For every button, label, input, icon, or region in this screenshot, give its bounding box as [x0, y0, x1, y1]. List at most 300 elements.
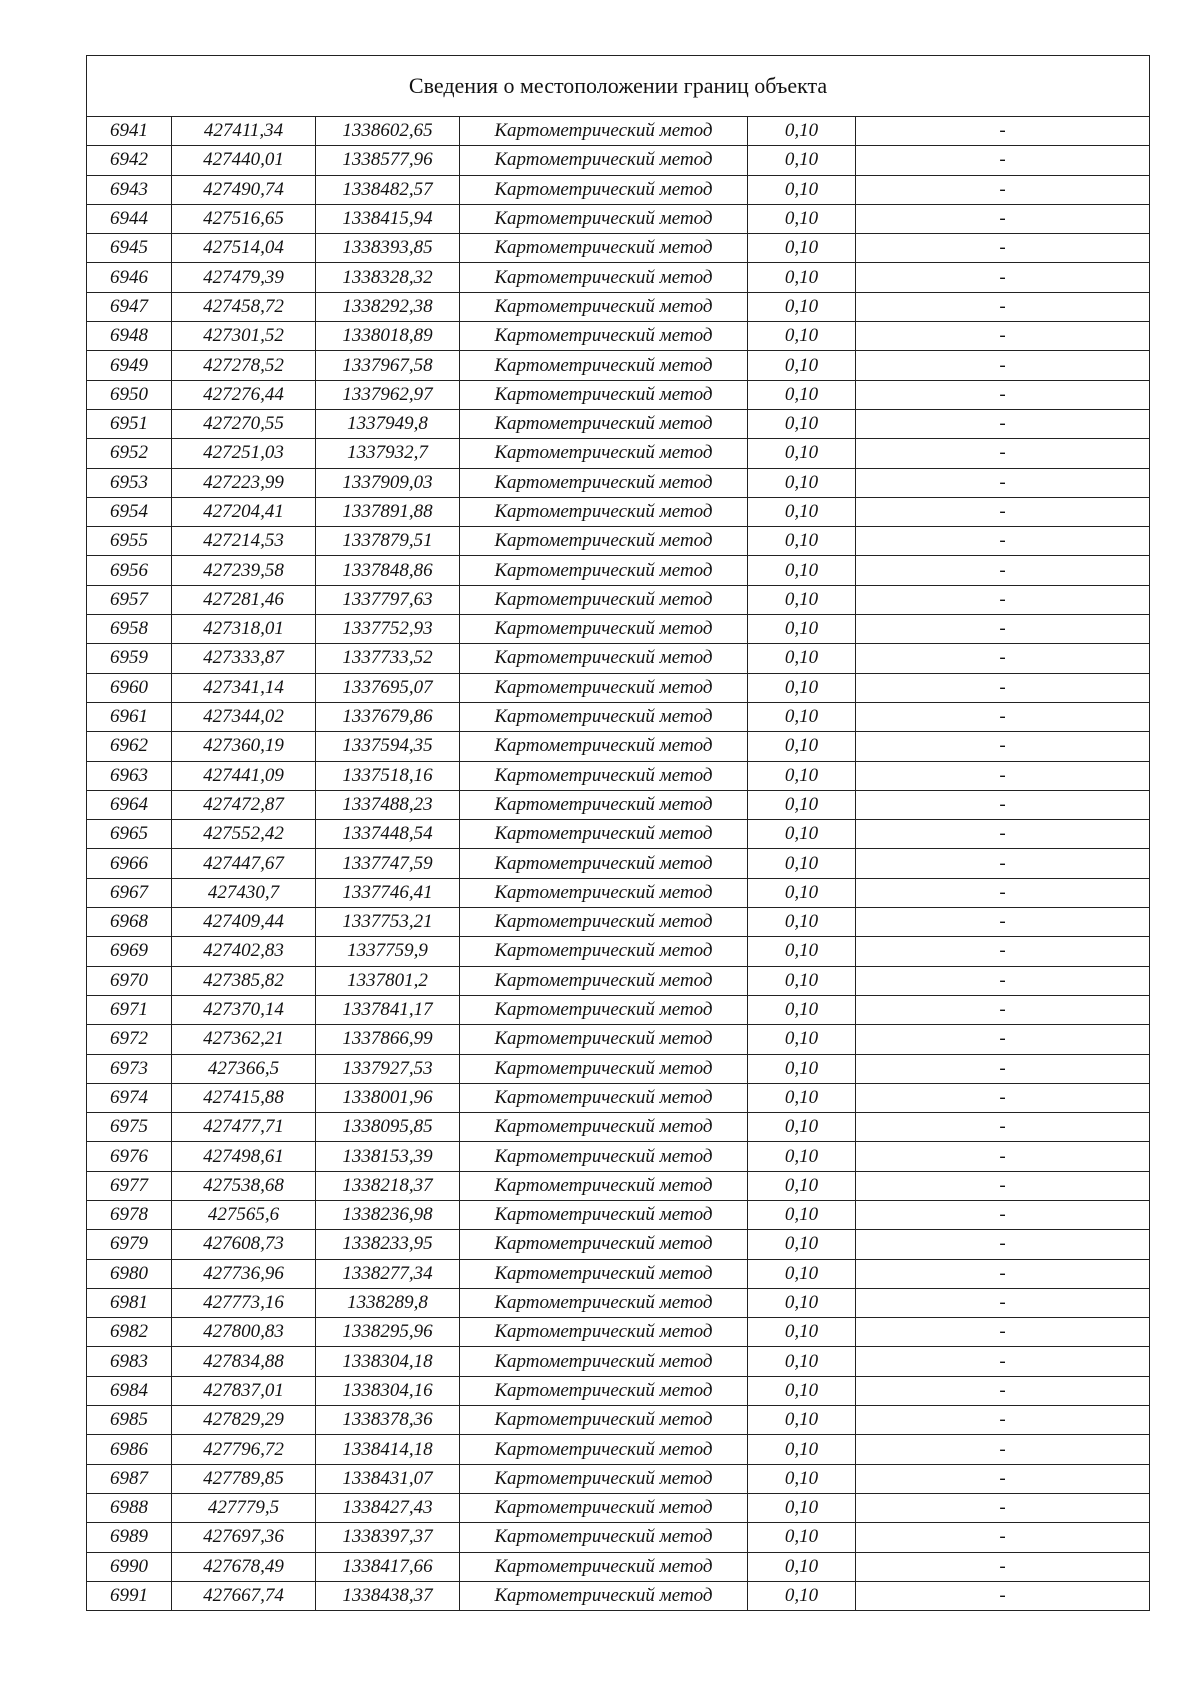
y-coordinate-cell: 1338417,66	[316, 1552, 460, 1581]
point-number-cell: 6946	[87, 263, 172, 292]
x-coordinate-cell: 427538,68	[172, 1171, 316, 1200]
x-coordinate-cell: 427458,72	[172, 292, 316, 321]
method-cell: Картометрический метод	[460, 820, 748, 849]
y-coordinate-cell: 1337747,59	[316, 849, 460, 878]
table-row	[87, 527, 1150, 556]
table-row	[87, 117, 1150, 146]
y-coordinate-cell: 1337752,93	[316, 615, 460, 644]
point-number-cell: 6986	[87, 1435, 172, 1464]
accuracy-cell: 0,10	[748, 644, 856, 673]
y-coordinate-cell: 1338292,38	[316, 292, 460, 321]
method-cell: Картометрический метод	[460, 761, 748, 790]
table-row	[87, 1230, 1150, 1259]
x-coordinate-cell: 427344,02	[172, 702, 316, 731]
point-number-cell: 6952	[87, 439, 172, 468]
y-coordinate-cell: 1338414,18	[316, 1435, 460, 1464]
method-cell: Картометрический метод	[460, 322, 748, 351]
method-cell: Картометрический метод	[460, 702, 748, 731]
y-coordinate-cell: 1338295,96	[316, 1318, 460, 1347]
method-cell: Картометрический метод	[460, 673, 748, 702]
accuracy-cell: 0,10	[748, 937, 856, 966]
accuracy-cell: 0,10	[748, 1230, 856, 1259]
note-cell: -	[856, 878, 1150, 907]
point-number-cell: 6961	[87, 702, 172, 731]
method-cell: Картометрический метод	[460, 527, 748, 556]
table-row	[87, 439, 1150, 468]
table-row	[87, 1435, 1150, 1464]
point-number-cell: 6955	[87, 527, 172, 556]
x-coordinate-cell: 427498,61	[172, 1142, 316, 1171]
x-coordinate-cell: 427773,16	[172, 1288, 316, 1317]
point-number-cell: 6966	[87, 849, 172, 878]
accuracy-cell: 0,10	[748, 1288, 856, 1317]
table-row	[87, 937, 1150, 966]
table-row	[87, 497, 1150, 526]
table-row	[87, 790, 1150, 819]
accuracy-cell: 0,10	[748, 527, 856, 556]
point-number-cell: 6951	[87, 409, 172, 438]
table-row	[87, 644, 1150, 673]
y-coordinate-cell: 1338304,16	[316, 1376, 460, 1405]
method-cell: Картометрический метод	[460, 1523, 748, 1552]
y-coordinate-cell: 1337679,86	[316, 702, 460, 731]
x-coordinate-cell: 427333,87	[172, 644, 316, 673]
accuracy-cell: 0,10	[748, 1318, 856, 1347]
y-coordinate-cell: 1337801,2	[316, 966, 460, 995]
accuracy-cell: 0,10	[748, 908, 856, 937]
note-cell: -	[856, 1376, 1150, 1405]
y-coordinate-cell: 1337967,58	[316, 351, 460, 380]
method-cell: Картометрический метод	[460, 292, 748, 321]
table-row	[87, 1054, 1150, 1083]
x-coordinate-cell: 427411,34	[172, 117, 316, 146]
accuracy-cell: 0,10	[748, 1581, 856, 1610]
y-coordinate-cell: 1337594,35	[316, 732, 460, 761]
note-cell: -	[856, 1318, 1150, 1347]
method-cell: Картометрический метод	[460, 1171, 748, 1200]
x-coordinate-cell: 427829,29	[172, 1406, 316, 1435]
accuracy-cell: 0,10	[748, 1523, 856, 1552]
point-number-cell: 6945	[87, 234, 172, 263]
note-cell: -	[856, 966, 1150, 995]
y-coordinate-cell: 1338393,85	[316, 234, 460, 263]
note-cell: -	[856, 1347, 1150, 1376]
table-row	[87, 1171, 1150, 1200]
note-cell: -	[856, 995, 1150, 1024]
accuracy-cell: 0,10	[748, 292, 856, 321]
table-row	[87, 263, 1150, 292]
table-row	[87, 380, 1150, 409]
table-row	[87, 292, 1150, 321]
point-number-cell: 6987	[87, 1464, 172, 1493]
point-number-cell: 6968	[87, 908, 172, 937]
method-cell: Картометрический метод	[460, 1025, 748, 1054]
point-number-cell: 6980	[87, 1259, 172, 1288]
method-cell: Картометрический метод	[460, 1113, 748, 1142]
note-cell: -	[856, 439, 1150, 468]
point-number-cell: 6960	[87, 673, 172, 702]
note-cell: -	[856, 1552, 1150, 1581]
note-cell: -	[856, 263, 1150, 292]
note-cell: -	[856, 1230, 1150, 1259]
method-cell: Картометрический метод	[460, 1464, 748, 1493]
note-cell: -	[856, 1259, 1150, 1288]
accuracy-cell: 0,10	[748, 673, 856, 702]
y-coordinate-cell: 1338602,65	[316, 117, 460, 146]
accuracy-cell: 0,10	[748, 820, 856, 849]
x-coordinate-cell: 427360,19	[172, 732, 316, 761]
method-cell: Картометрический метод	[460, 878, 748, 907]
y-coordinate-cell: 1338397,37	[316, 1523, 460, 1552]
y-coordinate-cell: 1338304,18	[316, 1347, 460, 1376]
note-cell: -	[856, 1493, 1150, 1522]
accuracy-cell: 0,10	[748, 615, 856, 644]
x-coordinate-cell: 427204,41	[172, 497, 316, 526]
point-number-cell: 6989	[87, 1523, 172, 1552]
x-coordinate-cell: 427678,49	[172, 1552, 316, 1581]
point-number-cell: 6958	[87, 615, 172, 644]
accuracy-cell: 0,10	[748, 1142, 856, 1171]
method-cell: Картометрический метод	[460, 937, 748, 966]
point-number-cell: 6974	[87, 1083, 172, 1112]
method-cell: Картометрический метод	[460, 1142, 748, 1171]
table-title: Сведения о местоположении границ объекта	[87, 56, 1150, 117]
note-cell: -	[856, 1113, 1150, 1142]
table-row	[87, 1581, 1150, 1610]
point-number-cell: 6947	[87, 292, 172, 321]
y-coordinate-cell: 1337949,8	[316, 409, 460, 438]
table-row	[87, 1406, 1150, 1435]
method-cell: Картометрический метод	[460, 146, 748, 175]
table-row	[87, 585, 1150, 614]
table-row	[87, 1200, 1150, 1229]
y-coordinate-cell: 1337927,53	[316, 1054, 460, 1083]
table-body	[87, 117, 1150, 1611]
point-number-cell: 6949	[87, 351, 172, 380]
x-coordinate-cell: 427281,46	[172, 585, 316, 614]
table-row	[87, 234, 1150, 263]
y-coordinate-cell: 1337866,99	[316, 1025, 460, 1054]
y-coordinate-cell: 1338153,39	[316, 1142, 460, 1171]
accuracy-cell: 0,10	[748, 234, 856, 263]
point-number-cell: 6963	[87, 761, 172, 790]
x-coordinate-cell: 427278,52	[172, 351, 316, 380]
method-cell: Картометрический метод	[460, 1230, 748, 1259]
x-coordinate-cell: 427430,7	[172, 878, 316, 907]
x-coordinate-cell: 427385,82	[172, 966, 316, 995]
y-coordinate-cell: 1338236,98	[316, 1200, 460, 1229]
note-cell: -	[856, 1435, 1150, 1464]
method-cell: Картометрический метод	[460, 1581, 748, 1610]
y-coordinate-cell: 1337962,97	[316, 380, 460, 409]
y-coordinate-cell: 1338233,95	[316, 1230, 460, 1259]
method-cell: Картометрический метод	[460, 409, 748, 438]
point-number-cell: 6985	[87, 1406, 172, 1435]
table-row	[87, 1288, 1150, 1317]
y-coordinate-cell: 1338577,96	[316, 146, 460, 175]
method-cell: Картометрический метод	[460, 468, 748, 497]
table-row	[87, 409, 1150, 438]
y-coordinate-cell: 1337759,9	[316, 937, 460, 966]
y-coordinate-cell: 1337841,17	[316, 995, 460, 1024]
x-coordinate-cell: 427318,01	[172, 615, 316, 644]
document-page	[86, 55, 1149, 1611]
point-number-cell: 6969	[87, 937, 172, 966]
note-cell: -	[856, 644, 1150, 673]
point-number-cell: 6956	[87, 556, 172, 585]
y-coordinate-cell: 1338378,36	[316, 1406, 460, 1435]
table-row	[87, 995, 1150, 1024]
y-coordinate-cell: 1337797,63	[316, 585, 460, 614]
table-row	[87, 673, 1150, 702]
y-coordinate-cell: 1338427,43	[316, 1493, 460, 1522]
x-coordinate-cell: 427800,83	[172, 1318, 316, 1347]
x-coordinate-cell: 427239,58	[172, 556, 316, 585]
note-cell: -	[856, 1200, 1150, 1229]
accuracy-cell: 0,10	[748, 1025, 856, 1054]
x-coordinate-cell: 427667,74	[172, 1581, 316, 1610]
accuracy-cell: 0,10	[748, 732, 856, 761]
note-cell: -	[856, 175, 1150, 204]
accuracy-cell: 0,10	[748, 439, 856, 468]
table-row	[87, 1113, 1150, 1142]
accuracy-cell: 0,10	[748, 1259, 856, 1288]
accuracy-cell: 0,10	[748, 1054, 856, 1083]
table-row	[87, 1523, 1150, 1552]
table-row	[87, 1142, 1150, 1171]
x-coordinate-cell: 427402,83	[172, 937, 316, 966]
point-number-cell: 6971	[87, 995, 172, 1024]
table-row	[87, 1464, 1150, 1493]
point-number-cell: 6967	[87, 878, 172, 907]
point-number-cell: 6950	[87, 380, 172, 409]
table-row	[87, 351, 1150, 380]
x-coordinate-cell: 427447,67	[172, 849, 316, 878]
accuracy-cell: 0,10	[748, 849, 856, 878]
note-cell: -	[856, 673, 1150, 702]
accuracy-cell: 0,10	[748, 175, 856, 204]
accuracy-cell: 0,10	[748, 1435, 856, 1464]
x-coordinate-cell: 427370,14	[172, 995, 316, 1024]
x-coordinate-cell: 427301,52	[172, 322, 316, 351]
note-cell: -	[856, 1083, 1150, 1112]
note-cell: -	[856, 204, 1150, 233]
note-cell: -	[856, 292, 1150, 321]
x-coordinate-cell: 427270,55	[172, 409, 316, 438]
note-cell: -	[856, 1171, 1150, 1200]
note-cell: -	[856, 322, 1150, 351]
table-row	[87, 908, 1150, 937]
y-coordinate-cell: 1337746,41	[316, 878, 460, 907]
table-row	[87, 1347, 1150, 1376]
note-cell: -	[856, 1142, 1150, 1171]
x-coordinate-cell: 427441,09	[172, 761, 316, 790]
method-cell: Картометрический метод	[460, 204, 748, 233]
note-cell: -	[856, 849, 1150, 878]
point-number-cell: 6944	[87, 204, 172, 233]
method-cell: Картометрический метод	[460, 1288, 748, 1317]
note-cell: -	[856, 556, 1150, 585]
point-number-cell: 6957	[87, 585, 172, 614]
accuracy-cell: 0,10	[748, 585, 856, 614]
point-number-cell: 6981	[87, 1288, 172, 1317]
accuracy-cell: 0,10	[748, 351, 856, 380]
accuracy-cell: 0,10	[748, 1464, 856, 1493]
x-coordinate-cell: 427362,21	[172, 1025, 316, 1054]
table-title-row	[87, 56, 1150, 117]
y-coordinate-cell: 1338438,37	[316, 1581, 460, 1610]
accuracy-cell: 0,10	[748, 995, 856, 1024]
method-cell: Картометрический метод	[460, 1318, 748, 1347]
method-cell: Картометрический метод	[460, 556, 748, 585]
accuracy-cell: 0,10	[748, 322, 856, 351]
y-coordinate-cell: 1337448,54	[316, 820, 460, 849]
x-coordinate-cell: 427697,36	[172, 1523, 316, 1552]
method-cell: Картометрический метод	[460, 732, 748, 761]
x-coordinate-cell: 427409,44	[172, 908, 316, 937]
point-number-cell: 6948	[87, 322, 172, 351]
table-row	[87, 1259, 1150, 1288]
note-cell: -	[856, 380, 1150, 409]
point-number-cell: 6977	[87, 1171, 172, 1200]
accuracy-cell: 0,10	[748, 790, 856, 819]
method-cell: Картометрический метод	[460, 849, 748, 878]
y-coordinate-cell: 1338328,32	[316, 263, 460, 292]
point-number-cell: 6978	[87, 1200, 172, 1229]
method-cell: Картометрический метод	[460, 966, 748, 995]
method-cell: Картометрический метод	[460, 1083, 748, 1112]
method-cell: Картометрический метод	[460, 1347, 748, 1376]
accuracy-cell: 0,10	[748, 409, 856, 438]
note-cell: -	[856, 234, 1150, 263]
x-coordinate-cell: 427479,39	[172, 263, 316, 292]
accuracy-cell: 0,10	[748, 263, 856, 292]
x-coordinate-cell: 427565,6	[172, 1200, 316, 1229]
y-coordinate-cell: 1337488,23	[316, 790, 460, 819]
accuracy-cell: 0,10	[748, 878, 856, 907]
point-number-cell: 6976	[87, 1142, 172, 1171]
accuracy-cell: 0,10	[748, 1200, 856, 1229]
point-number-cell: 6941	[87, 117, 172, 146]
note-cell: -	[856, 1523, 1150, 1552]
point-number-cell: 6982	[87, 1318, 172, 1347]
point-number-cell: 6979	[87, 1230, 172, 1259]
table-row	[87, 1318, 1150, 1347]
point-number-cell: 6954	[87, 497, 172, 526]
method-cell: Картометрический метод	[460, 1493, 748, 1522]
x-coordinate-cell: 427341,14	[172, 673, 316, 702]
y-coordinate-cell: 1337518,16	[316, 761, 460, 790]
note-cell: -	[856, 790, 1150, 819]
y-coordinate-cell: 1338218,37	[316, 1171, 460, 1200]
method-cell: Картометрический метод	[460, 263, 748, 292]
x-coordinate-cell: 427477,71	[172, 1113, 316, 1142]
note-cell: -	[856, 117, 1150, 146]
x-coordinate-cell: 427514,04	[172, 234, 316, 263]
table-row	[87, 1493, 1150, 1522]
x-coordinate-cell: 427415,88	[172, 1083, 316, 1112]
method-cell: Картометрический метод	[460, 175, 748, 204]
method-cell: Картометрический метод	[460, 234, 748, 263]
note-cell: -	[856, 1581, 1150, 1610]
point-number-cell: 6970	[87, 966, 172, 995]
method-cell: Картометрический метод	[460, 995, 748, 1024]
y-coordinate-cell: 1337695,07	[316, 673, 460, 702]
table-row	[87, 204, 1150, 233]
note-cell: -	[856, 732, 1150, 761]
table-row	[87, 849, 1150, 878]
y-coordinate-cell: 1337932,7	[316, 439, 460, 468]
table-row	[87, 1025, 1150, 1054]
method-cell: Картометрический метод	[460, 615, 748, 644]
note-cell: -	[856, 468, 1150, 497]
y-coordinate-cell: 1338482,57	[316, 175, 460, 204]
point-number-cell: 6991	[87, 1581, 172, 1610]
note-cell: -	[856, 820, 1150, 849]
method-cell: Картометрический метод	[460, 1552, 748, 1581]
y-coordinate-cell: 1338018,89	[316, 322, 460, 351]
note-cell: -	[856, 615, 1150, 644]
method-cell: Картометрический метод	[460, 117, 748, 146]
y-coordinate-cell: 1338001,96	[316, 1083, 460, 1112]
point-number-cell: 6972	[87, 1025, 172, 1054]
y-coordinate-cell: 1338431,07	[316, 1464, 460, 1493]
x-coordinate-cell: 427789,85	[172, 1464, 316, 1493]
x-coordinate-cell: 427214,53	[172, 527, 316, 556]
table-row	[87, 146, 1150, 175]
accuracy-cell: 0,10	[748, 380, 856, 409]
note-cell: -	[856, 1025, 1150, 1054]
point-number-cell: 6959	[87, 644, 172, 673]
accuracy-cell: 0,10	[748, 1406, 856, 1435]
table-row	[87, 966, 1150, 995]
note-cell: -	[856, 146, 1150, 175]
note-cell: -	[856, 409, 1150, 438]
note-cell: -	[856, 702, 1150, 731]
note-cell: -	[856, 585, 1150, 614]
point-number-cell: 6943	[87, 175, 172, 204]
note-cell: -	[856, 351, 1150, 380]
table-row	[87, 820, 1150, 849]
accuracy-cell: 0,10	[748, 204, 856, 233]
table-row	[87, 878, 1150, 907]
accuracy-cell: 0,10	[748, 702, 856, 731]
accuracy-cell: 0,10	[748, 1376, 856, 1405]
accuracy-cell: 0,10	[748, 1552, 856, 1581]
point-number-cell: 6975	[87, 1113, 172, 1142]
method-cell: Картометрический метод	[460, 1435, 748, 1464]
y-coordinate-cell: 1338415,94	[316, 204, 460, 233]
point-number-cell: 6984	[87, 1376, 172, 1405]
table-row	[87, 322, 1150, 351]
method-cell: Картометрический метод	[460, 908, 748, 937]
method-cell: Картометрический метод	[460, 790, 748, 819]
point-number-cell: 6964	[87, 790, 172, 819]
point-number-cell: 6983	[87, 1347, 172, 1376]
x-coordinate-cell: 427440,01	[172, 146, 316, 175]
method-cell: Картометрический метод	[460, 1054, 748, 1083]
table-row	[87, 732, 1150, 761]
y-coordinate-cell: 1337909,03	[316, 468, 460, 497]
x-coordinate-cell: 427366,5	[172, 1054, 316, 1083]
x-coordinate-cell: 427516,65	[172, 204, 316, 233]
point-number-cell: 6973	[87, 1054, 172, 1083]
x-coordinate-cell: 427490,74	[172, 175, 316, 204]
table-row	[87, 702, 1150, 731]
accuracy-cell: 0,10	[748, 468, 856, 497]
note-cell: -	[856, 1464, 1150, 1493]
x-coordinate-cell: 427472,87	[172, 790, 316, 819]
